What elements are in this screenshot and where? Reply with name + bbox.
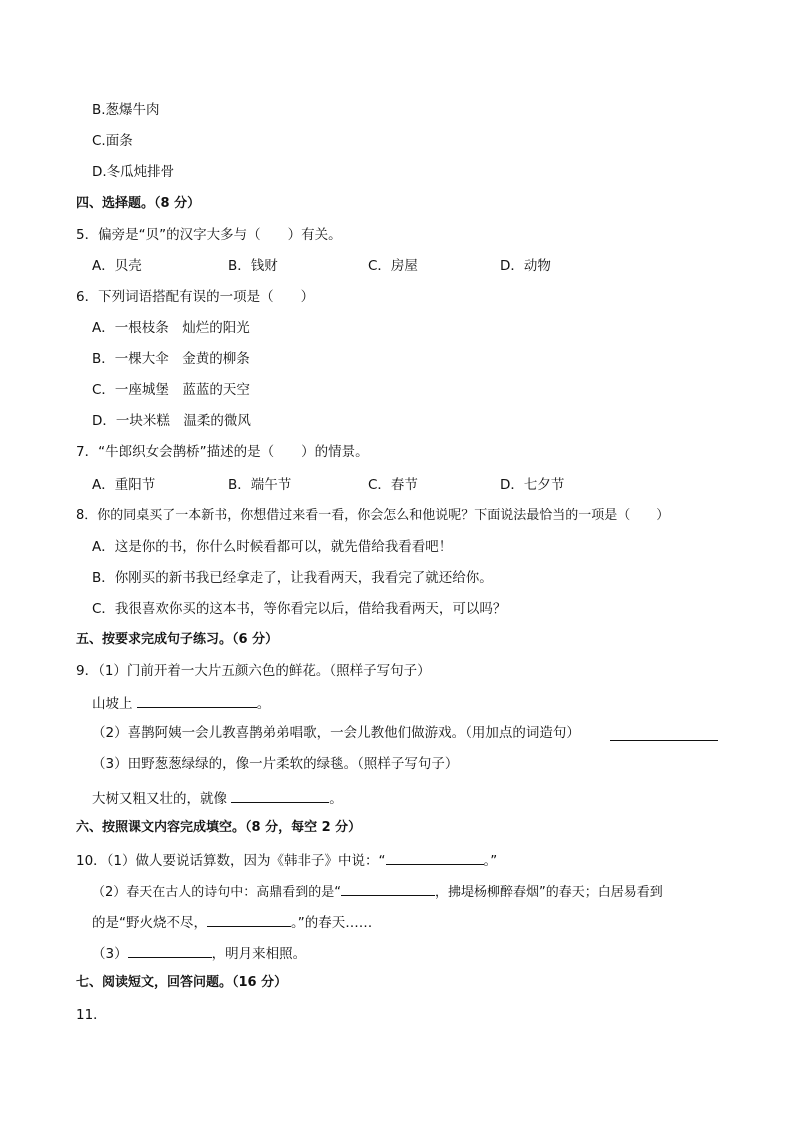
- q8-option-b: B．你刚买的新书我已经拿走了，让我看两天，我看完了就还给你。: [92, 570, 493, 586]
- q10-part2-blank-1[interactable]: [341, 881, 435, 896]
- q9-part3-suffix: 。: [329, 791, 343, 807]
- q6-option-a: A．一根枝条 灿烂的阳光: [92, 320, 250, 336]
- q9-part2-text: （2）喜鹊阿姨一会儿教喜鹊弟弟唱歌，一会儿教他们做游戏。（用加点的词造句）: [92, 725, 580, 741]
- q10-part3: [92, 943, 306, 963]
- q8-stem: 8．你的同桌买了一本新书，你想借过来看一看，你会怎么和他说呢？下面说法最恰当的一项是（ ）: [76, 508, 670, 523]
- q6-option-c: C．一座城堡 蓝蓝的天空: [92, 382, 250, 398]
- q10-part1-blank[interactable]: [386, 850, 484, 865]
- q5-option-d: D．动物: [500, 258, 551, 274]
- q9-part1-prefix: 山坡上: [92, 696, 133, 712]
- q6-option-b: B．一棵大伞 金黄的柳条: [92, 351, 250, 367]
- q9-part2: [92, 724, 580, 742]
- q9-part1-blank[interactable]: [137, 693, 257, 708]
- q9-part3-answer: [92, 788, 343, 808]
- q6-stem: 6．下列词语搭配有误的一项是（ ）: [76, 289, 315, 305]
- q9-part1-answer: [92, 693, 270, 713]
- option-d-prev: D.冬瓜炖排骨: [92, 164, 175, 180]
- q7-option-b: B．端午节: [228, 477, 292, 493]
- q9-part3-blank[interactable]: [231, 788, 329, 803]
- q5-option-a: A．贝壳: [92, 258, 142, 274]
- q9-part1-suffix: 。: [256, 696, 271, 712]
- q10-part2-prefix: （2）春天在古人的诗句中：高鼎看到的是“: [92, 885, 342, 900]
- section-6-title: 六、按照课文内容完成填空。（8 分，每空 2 分）: [76, 820, 362, 835]
- q6-option-d: D．一块米糕 温柔的微风: [92, 413, 251, 429]
- q8-option-c: C．我很喜欢你买的这本书，等你看完以后，借给我看两天，可以吗？: [92, 601, 507, 617]
- q8-option-a: A．这是你的书，你什么时候看都可以，就先借给我看看吧！: [92, 539, 453, 555]
- q10-part2-blank-2[interactable]: [207, 912, 291, 927]
- q10-part2-suffix: ，拂堤杨柳醉春烟”的春天；白居易看到: [435, 885, 663, 900]
- q9-part3-prefix: 大树又粗又壮的，就像: [92, 791, 227, 807]
- q10-part1-prefix: 10．（1）做人要说话算数，因为《韩非子》中说：“: [76, 853, 386, 869]
- section-4-title: 四、选择题。（8 分）: [76, 196, 201, 211]
- option-c-prev: C.面条: [92, 133, 133, 149]
- q10-part1: [76, 850, 497, 870]
- option-b-prev: B.葱爆牛肉: [92, 102, 160, 118]
- section-5-title: 五、按要求完成句子练习。（6 分）: [76, 632, 279, 647]
- q10-part1-suffix: 。”: [483, 853, 498, 869]
- q7-option-c: C．春节: [368, 477, 418, 493]
- q10-part2b-suffix: 。”的春天……: [291, 915, 373, 931]
- q7-stem: 7．“牛郎织女会鹊桥”描述的是（ ）的情景。: [76, 444, 369, 460]
- q10-part2b-prefix: 的是“野火烧不尽，: [92, 915, 207, 931]
- q7-option-a: A．重阳节: [92, 477, 156, 493]
- q10-part2-cont: [92, 912, 372, 932]
- q9-part3: （3）田野葱葱绿绿的，像一片柔软的绿毯。（照样子写句子）: [92, 756, 459, 772]
- q10-part3-blank[interactable]: [128, 943, 212, 958]
- q5-stem: 5．偏旁是“贝”的汉字大多与（ ）有关。: [76, 227, 342, 243]
- q10-part3-suffix: ，明月来相照。: [211, 946, 307, 962]
- q11-stem: 11．: [76, 1007, 107, 1023]
- q9-part1: 9．（1）门前开着一大片五颜六色的鲜花。（照样子写句子）: [76, 663, 431, 679]
- section-7-title: 七、阅读短文，回答问题。（16 分）: [76, 975, 288, 990]
- q9-part2-blank[interactable]: [610, 726, 718, 741]
- q5-option-b: B．钱财: [228, 258, 278, 274]
- q10-part3-prefix: （3）: [92, 946, 128, 962]
- q7-option-d: D．七夕节: [500, 477, 565, 493]
- q10-part2: [92, 881, 663, 902]
- q5-option-c: C．房屋: [368, 258, 418, 274]
